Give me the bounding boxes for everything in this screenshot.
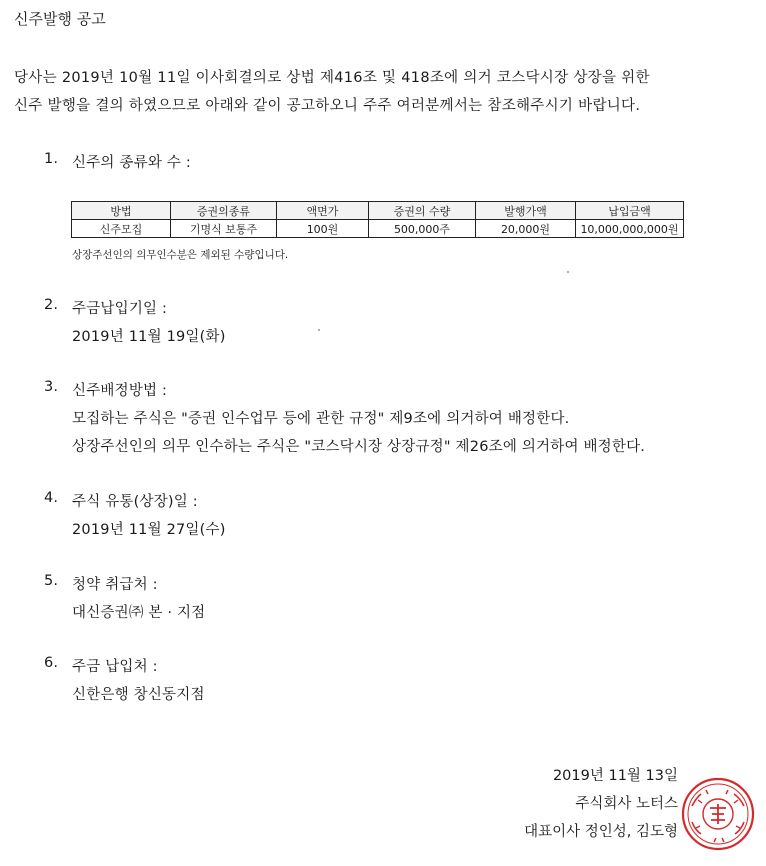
section-3-number: 3. xyxy=(44,379,59,395)
section-5-heading: 청약 취급처 : xyxy=(72,577,158,593)
section-3-heading: 신주배정방법 : xyxy=(72,383,168,399)
section-2-heading: 주금납입기일 : xyxy=(72,301,168,317)
section-4-line-1: 2019년 11월 27일(수) xyxy=(72,522,226,538)
section-4-number: 4. xyxy=(44,490,59,506)
section-2-number: 2. xyxy=(44,297,59,313)
table-cell: 10,000,000,000원 xyxy=(576,220,684,238)
table-header-cell: 액면가 xyxy=(277,202,369,220)
section-5-line-1: 대신증권㈜ 본 · 지점 xyxy=(72,605,206,621)
signature-date: 2019년 11월 13일 xyxy=(552,768,678,784)
table-cell: 500,000주 xyxy=(369,220,476,238)
table-header-cell: 발행가액 xyxy=(476,202,576,220)
issue-table xyxy=(71,201,684,238)
table-note: 상장주선인의 의무인수분은 제외된 수량입니다. xyxy=(72,249,289,261)
section-3-line-1: 모집하는 주식은 "증권 인수업무 등에 관한 규정" 제9조에 의거하여 배정한다. xyxy=(72,411,570,427)
section-5-number: 5. xyxy=(44,573,59,589)
notice-title: 신주발행 공고 xyxy=(14,10,106,28)
table-cell: 100원 xyxy=(277,220,369,238)
signature-ceo: 대표이사 정인성, 김도형 xyxy=(524,824,678,840)
table-header-cell: 증권의종류 xyxy=(171,202,277,220)
signature-company: 주식회사 노터스 xyxy=(575,796,678,812)
table-header-row xyxy=(72,202,684,220)
table-cell: 신주모집 xyxy=(72,220,171,238)
section-6-line-1: 신한은행 창신동지점 xyxy=(72,687,205,703)
intro-line-2: 신주 발행을 결의 하였으므로 아래와 같이 공고하오니 주주 여러분께서는 참조해주시기 바랍니다. xyxy=(14,98,641,114)
table-header-cell: 납입금액 xyxy=(576,202,684,220)
table-header-cell: 방법 xyxy=(72,202,171,220)
intro-line-1: 당사는 2019년 10월 11일 이사회결의로 상법 제416조 및 418조에 의거 코스닥시장 상장을 위한 xyxy=(14,70,650,86)
section-2-line-1: 2019년 11월 19일(화) xyxy=(72,329,226,345)
section-1-heading: 신주의 종류와 수 : xyxy=(72,155,191,171)
section-1-number: 1. xyxy=(44,151,59,167)
scan-speck xyxy=(567,271,569,273)
section-6-number: 6. xyxy=(44,655,59,671)
company-seal-icon xyxy=(680,776,756,852)
table-header-cell: 증권의 수량 xyxy=(369,202,476,220)
table-cell: 기명식 보통주 xyxy=(171,220,277,238)
section-4-heading: 주식 유통(상장)일 : xyxy=(72,494,198,510)
table-cell: 20,000원 xyxy=(476,220,576,238)
scan-speck xyxy=(318,329,320,331)
section-6-heading: 주금 납입처 : xyxy=(72,659,158,675)
section-3-line-2: 상장주선인의 의무 인수하는 주식은 "코스닥시장 상장규정" 제26조에 의거하여 배정한다. xyxy=(72,439,646,455)
table-row xyxy=(72,220,684,238)
